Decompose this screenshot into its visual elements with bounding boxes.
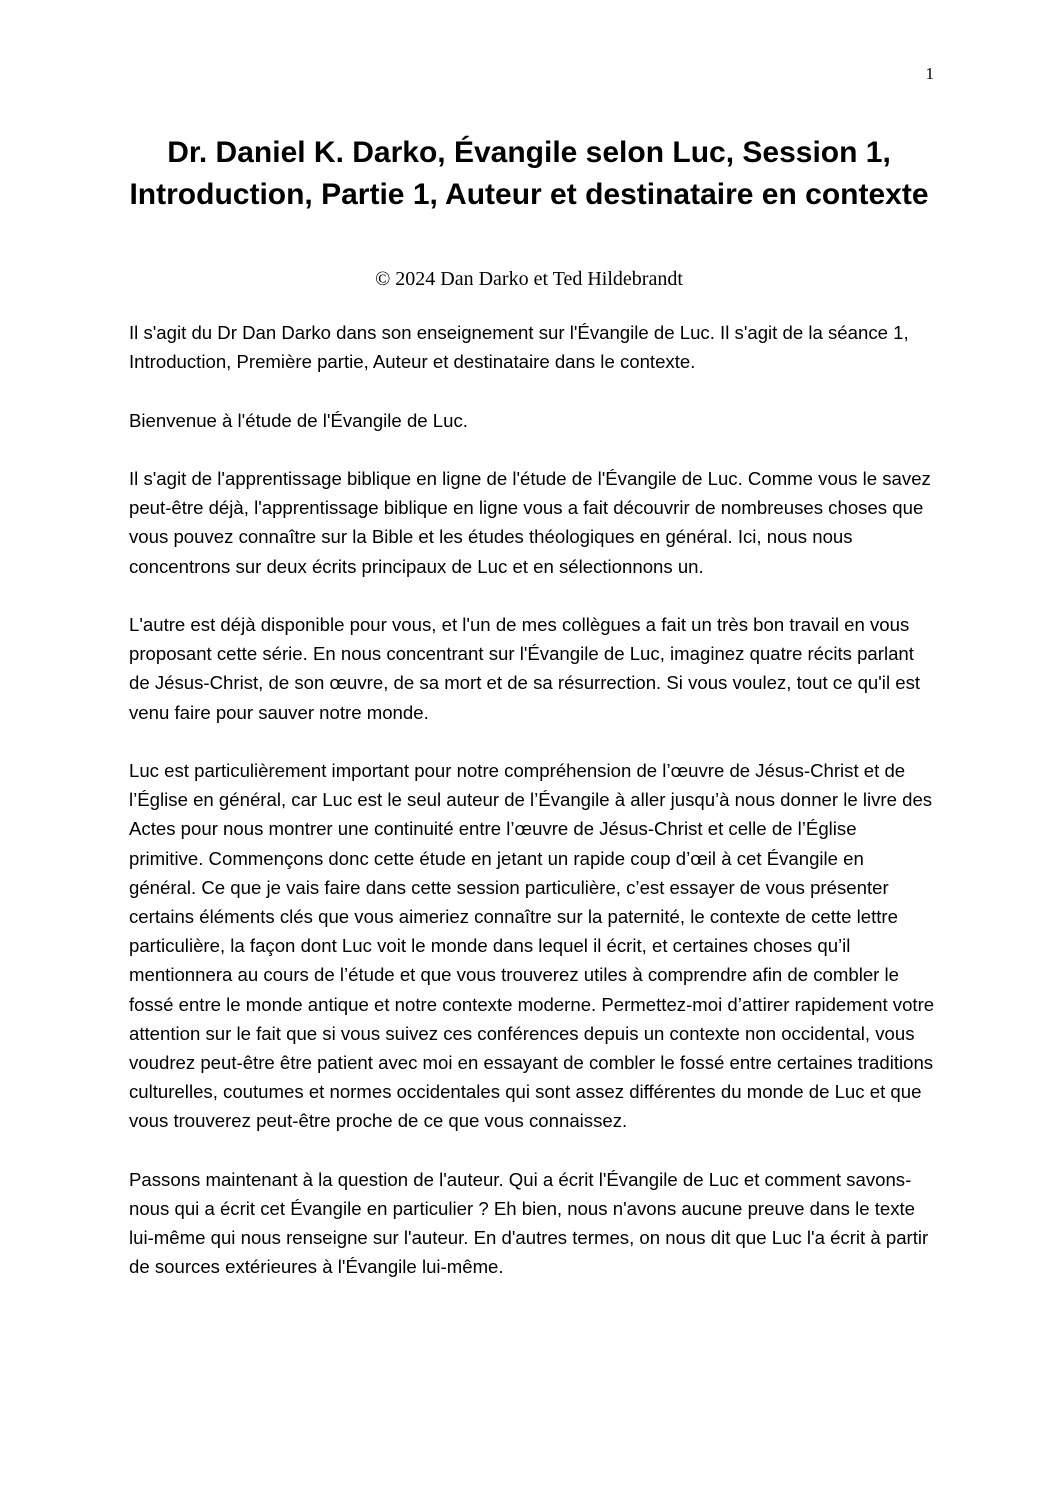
paragraph-authorship: Passons maintenant à la question de l'auteur. Qui a écrit l'Évangile de Luc et comment savons-nous qui a écrit cet Évangile en particulier ? Eh bien, nous n'avons aucune preuve dans le texte lui-même qui nous renseigne sur l'auteur. En d'autres termes, on nous dit que Luc l'a écrit à partir de sources extérieures à l'Évangile lui-même. <box>129 1168 929 1278</box>
paragraph-luke-importance: Luc est particulièrement important pour notre compréhension de l’œuvre de Jésus-Christ et de l’Église en général, car Luc est le seul auteur de l’Évangile à aller jusqu’à nous donner le livre des Actes pour nous montrer une continuité entre l’œuvre de Jésus-Christ et celle de l’Église primitive. Commençons donc cette étude en jetant un rapide coup d’œil à cet Évangile en général. Ce que je vais faire dans cette session particulière, c’est essayer de vous présenter certains éléments clés que vous aimeriez connaître sur la paternité, le contexte de cette lettre particulière, la façon dont Luc voit le monde dans lequel il écrit, et certaines choses qu’il mentionnera au cours de l’étude et que vous trouverez utiles à comprendre afin de combler le fossé entre le monde antique et notre contexte moderne. Permettez-moi d’attirer rapidement votre attention sur le fait que si vous suivez ces conférences depuis un contexte non occidental, vous voudrez peut-être être patient avec moi en essayant de combler le fossé entre certaines traditions culturelles, coutumes et normes occidentales qui sont assez différentes du monde de Luc et que vous trouverez peut-être proche de ce que vous connaissez. <box>129 759 935 1132</box>
page-number: 1 <box>925 64 934 83</box>
paragraph-welcome: Bienvenue à l'étude de l'Évangile de Luc. <box>129 409 468 431</box>
copyright-line: © 2024 Dan Darko et Ted Hildebrandt <box>375 268 683 290</box>
paragraph-other-series: L'autre est déjà disponible pour vous, et l'un de mes collègues a fait un très bon travail en vous proposant cette série. En nous concentrant sur l'Évangile de Luc, imaginez quatre récits parlant de Jésus-Christ, de son œuvre, de sa mort et de sa résurrection. Si vous voulez, tout ce qu'il est venu faire pour sauver notre monde. <box>129 613 921 723</box>
document-body <box>129 318 935 1311</box>
document-title: Dr. Daniel K. Darko, Évangile selon Luc, Session 1, Introduction, Partie 1, Auteur et destinataire en contexte <box>129 136 929 211</box>
paragraph-intro: Il s'agit du Dr Dan Darko dans son enseignement sur l'Évangile de Luc. Il s'agit de la séance 1, Introduction, Première partie, Auteur et destinataire dans le contexte. <box>129 322 909 373</box>
paragraph-online-learning: Il s'agit de l'apprentissage biblique en ligne de l'étude de l'Évangile de Luc. Comme vous le savez peut-être déjà, l'apprentissage biblique en ligne vous a fait découvrir de nombreuses choses que vous pouvez connaître sur la Bible et les études théologiques en général. Ici, nous nous concentrons sur deux écrits principaux de Luc et en sélectionnons un. <box>129 467 931 577</box>
